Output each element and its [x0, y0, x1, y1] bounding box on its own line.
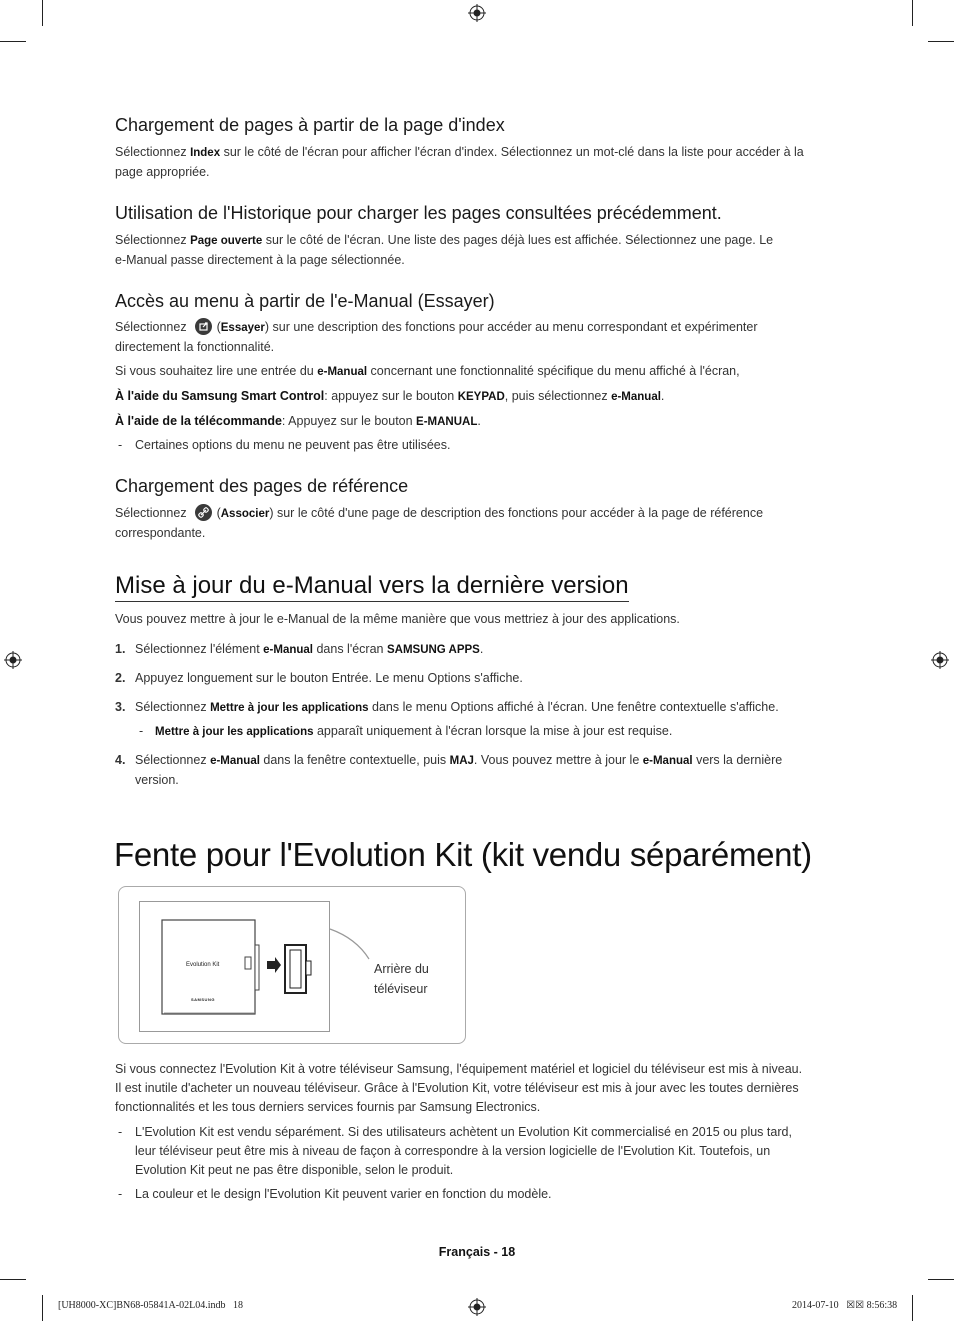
section-title-reference: Chargement des pages de référence: [115, 476, 409, 496]
text: .: [660, 389, 665, 403]
text: , puis sélectionnez: [504, 389, 612, 403]
text: .: [477, 414, 481, 428]
text: e-Manual passe directement à la page sélectionnée.: [115, 253, 405, 267]
text: page appropriée.: [115, 165, 210, 179]
term-e-manual-button: E-MANUAL: [416, 416, 478, 428]
text: Sélectionnez l'élément: [135, 642, 264, 656]
menu-term-essayer: Essayer: [220, 322, 265, 334]
step-number: 1.: [115, 642, 126, 656]
text: . Vous pouvez mettre à jour le: [473, 753, 643, 767]
crop-mark: [0, 1279, 26, 1280]
text: : Appuyez sur le bouton: [281, 414, 417, 428]
term-emanual: e-Manual: [611, 391, 661, 403]
rear-tv-label: [374, 959, 429, 999]
crop-mark: [0, 41, 26, 42]
paragraph-index: [115, 143, 840, 182]
crop-mark: [912, 1295, 913, 1321]
text: Si vous connectez l'Evolution Kit à votre téléviseur Samsung, l'équipement matériel et logiciel du téléviseur est mis à niveau.: [115, 1062, 803, 1076]
section-title-index: Chargement de pages à partir de la page d'index: [115, 115, 505, 135]
dash: -: [118, 1187, 123, 1201]
section-title-essayer: Accès au menu à partir de l'e-Manual (Essayer): [115, 291, 495, 311]
text: dans l'écran: [313, 642, 387, 656]
step-3-note: [135, 722, 840, 742]
note-kit-2: [115, 1185, 840, 1204]
menu-term-associer: Associer: [220, 508, 270, 520]
paragraph-essayer: [115, 318, 840, 357]
dash: -: [118, 1125, 123, 1139]
term-mettre-a-jour: Mettre à jour les applications: [210, 702, 369, 714]
text: fonctionnalités et les tous derniers services fournis par Samsung Electronics.: [115, 1100, 541, 1114]
footer-file: [UH8000-XC]BN68-05841A-02L04.indb 18: [58, 1300, 243, 1311]
term-emanual: e-Manual: [642, 755, 693, 767]
text: (: [216, 506, 221, 520]
text: Certaines options du menu ne peuvent pas être utilisées.: [135, 438, 451, 452]
text: ) sur le côté d'une page de description des fonctions pour accéder à la page de référence: [269, 506, 764, 520]
section-title-mise-a-jour: Mise à jour du e-Manual vers la dernière version: [115, 572, 629, 602]
text: version.: [135, 773, 179, 787]
text: leur téléviseur peut être mis à niveau de façon à correspondre à la version logicielle de l'Evolution Kit. Toutefois, un: [135, 1144, 771, 1158]
paragraph-maj-intro: Vous pouvez mettre à jour le e-Manual de la même manière que vous mettriez à jour des applications.: [115, 612, 680, 626]
registration-mark-icon: [468, 1298, 486, 1316]
crop-mark: [912, 0, 913, 26]
term-telecommande: À l'aide de la télécommande: [115, 414, 282, 428]
text: Sélectionnez: [135, 753, 211, 767]
text: Evolution Kit peut ne pas être disponible, selon le produit.: [135, 1163, 454, 1177]
step-3: [115, 698, 840, 718]
note-kit-1: [115, 1123, 840, 1180]
device-brand: SAMSUNG: [191, 997, 215, 1002]
text: .: [479, 642, 484, 656]
dash: -: [118, 438, 123, 452]
step-number: 2.: [115, 671, 126, 685]
text: dans la fenêtre contextuelle, puis: [259, 753, 450, 767]
section-title-historique: Utilisation de l'Historique pour charger les pages consultées précédemment.: [115, 203, 722, 223]
term-samsung-apps: SAMSUNG APPS: [386, 644, 480, 656]
text: Arrière du: [374, 962, 429, 976]
text: concernant une fonctionnalité spécifique du menu affiché à l'écran,: [367, 364, 740, 378]
text: Il est inutile d'acheter un nouveau téléviseur. Grâce à l'Evolution Kit, votre téléviseur est mis à jour avec les toutes dernières: [115, 1081, 799, 1095]
menu-term-page-ouverte: Page ouverte: [190, 235, 263, 247]
registration-mark-icon: [4, 651, 22, 669]
try-icon: [195, 318, 212, 335]
text: Sélectionnez: [115, 233, 191, 247]
crop-mark: [928, 1279, 954, 1280]
text: correspondante.: [115, 526, 206, 540]
page-number: Français - 18: [438, 1245, 516, 1259]
text: Sélectionnez: [115, 320, 187, 334]
text: Appuyez longuement sur le bouton Entrée. Le menu Options s'affiche.: [135, 671, 523, 685]
registration-mark-icon: [468, 4, 486, 22]
step-1: [115, 640, 840, 660]
step-4: [115, 751, 840, 790]
term-mettre-a-jour: Mettre à jour les applications: [155, 726, 314, 738]
term-smart-control: À l'aide du Samsung Smart Control: [115, 389, 325, 403]
text: sur le côté de l'écran pour afficher l'écran d'index. Sélectionnez un mot-clé dans la liste pour accéder à la: [220, 145, 804, 159]
term-maj: MAJ: [449, 755, 474, 767]
text: (: [216, 320, 221, 334]
text: vers la dernière: [692, 753, 783, 767]
link-icon: [195, 504, 212, 521]
text: Si vous souhaitez lire une entrée du: [115, 364, 318, 378]
device-label: Evolution Kit: [186, 962, 220, 968]
note-essayer: [115, 436, 840, 455]
paragraph-smart-control: [115, 387, 840, 407]
menu-term-index: Index: [190, 147, 221, 159]
crop-mark: [42, 0, 43, 26]
menu-term-emanual: e-Manual: [317, 366, 368, 378]
paragraph-historique: [115, 231, 840, 270]
text: L'Evolution Kit est vendu séparément. Si des utilisateurs achètent un Evolution Kit commercialisé en 2015 ou plus tard,: [135, 1125, 792, 1139]
text: téléviseur: [374, 982, 428, 996]
text: ) sur une description des fonctions pour accéder au menu correspondant et expérimenter: [264, 320, 758, 334]
footer-date: 2014-07-10 ☒☒ 8:56:38: [792, 1300, 898, 1311]
chapter-title-evolution-kit: Fente pour l'Evolution Kit (kit vendu séparément): [114, 836, 812, 873]
term-emanual: e-Manual: [263, 644, 313, 656]
registration-mark-icon: [931, 651, 949, 669]
dash: -: [139, 724, 144, 738]
step-2: [115, 669, 840, 688]
crop-mark: [42, 1295, 43, 1321]
paragraph-kit: [115, 1060, 840, 1117]
text: sur le côté de l'écran. Une liste des pages déjà lues est affichée. Sélectionnez une page. Le: [262, 233, 774, 247]
crop-mark: [928, 41, 954, 42]
paragraph-essayer-2: [115, 362, 840, 382]
text: Sélectionnez: [115, 145, 191, 159]
text: Sélectionnez: [115, 506, 187, 520]
evolution-kit-illustration: [118, 886, 466, 1044]
term-keypad: KEYPAD: [457, 391, 505, 403]
text: La couleur et le design l'Evolution Kit peuvent varier en fonction du modèle.: [135, 1187, 552, 1201]
text: Sélectionnez: [135, 700, 211, 714]
paragraph-telecommande: [115, 412, 840, 432]
term-emanual: e-Manual: [210, 755, 260, 767]
step-number: 4.: [115, 753, 126, 767]
text: directement la fonctionnalité.: [115, 340, 275, 354]
paragraph-reference: [115, 504, 840, 543]
step-number: 3.: [115, 700, 126, 714]
text: : appuyez sur le bouton: [324, 389, 458, 403]
text: dans le menu Options affiché à l'écran. Une fenêtre contextuelle s'affiche.: [368, 700, 779, 714]
text: apparaît uniquement à l'écran lorsque la mise à jour est requise.: [313, 724, 673, 738]
